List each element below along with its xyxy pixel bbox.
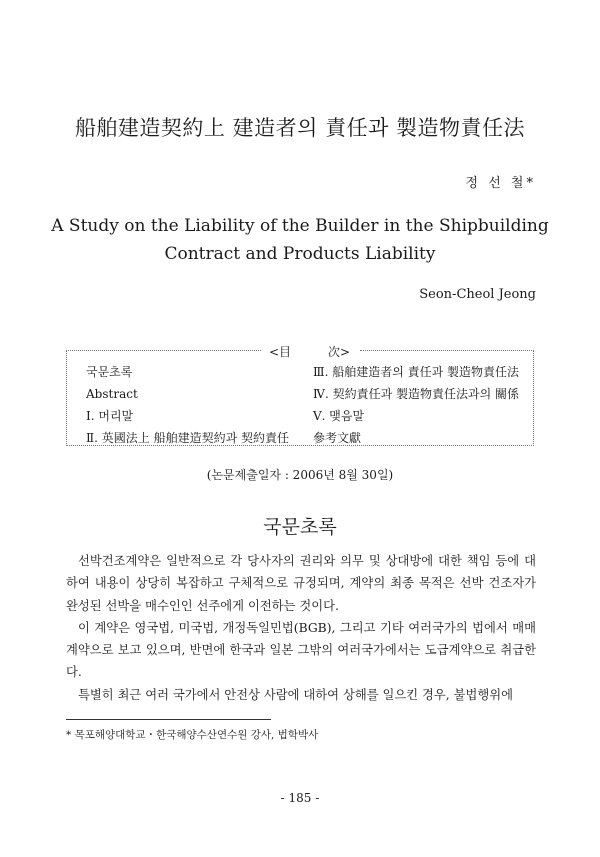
footnote: * 목포해양대학교・한국해양수산연수원 강사, 법학박사: [66, 729, 319, 741]
paper-title-english: [0, 212, 600, 268]
paragraph: 특별히 최근 여러 국가에서 안전상 사람에 대하여 상해를 일으킨 경우, 불법행위에: [78, 687, 513, 702]
section-heading-abstract: 국문초록: [263, 516, 337, 538]
author-name-english: Seon-Cheol Jeong: [419, 287, 536, 302]
paragraph: 이 계약은 영국법, 미국법, 개정독일민법(BGB), 그리고 기타 여러국가의 법에서 매매계약으로 보고 있으며, 반면에 한국과 일본 그밖의 여러국가에서는 도급계약으로 취급한다.: [66, 620, 536, 680]
toc-item: Ⅳ. 契約責任과 製造物責任法과의 關係: [313, 387, 520, 401]
toc-item: 參考文獻: [313, 431, 362, 445]
toc-heading-right: 次>: [328, 345, 351, 359]
toc-heading-left: <目: [269, 345, 292, 359]
abstract-body: [66, 550, 536, 706]
footnote-divider: [66, 719, 271, 720]
toc-column-left: [86, 361, 289, 449]
title-english-line1: A Study on the Liability of the Builder in the Shipbuilding: [51, 216, 549, 236]
submission-date: (논문제출일자 : 2006년 8월 30일): [206, 468, 394, 482]
paragraph: 선박건조계약은 일반적으로 각 당사자의 권리와 의무 및 상대방에 대한 책임 등에 대하여 내용이 상당히 복잡하고 구체적으로 규정되며, 계약의 최종 목적은 선박 건조자가 완성된 선박을 매수인인 선주에게 이전하는 것이다.: [66, 554, 536, 613]
toc-item: Ⅱ. 英國法上 船舶建造契約과 契約責任: [86, 431, 290, 445]
table-of-contents: [66, 343, 534, 445]
author-name-korean: 정 선 철*: [465, 176, 536, 191]
title-english-line2: Contract and Products Liability: [164, 244, 436, 264]
toc-item: Abstract: [86, 387, 138, 401]
toc-item: Ⅲ. 船舶建造者의 責任과 製造物責任法: [313, 365, 520, 379]
page-number: - 185 -: [280, 791, 320, 805]
paper-title-korean: 船舶建造契約上 建造者의 責任과 製造物責任法: [74, 116, 526, 140]
toc-item: 국문초록: [86, 365, 133, 379]
toc-column-right: [313, 361, 519, 449]
toc-item: Ⅰ. 머리말: [86, 409, 134, 423]
toc-item: Ⅴ. 맺음말: [313, 409, 365, 423]
